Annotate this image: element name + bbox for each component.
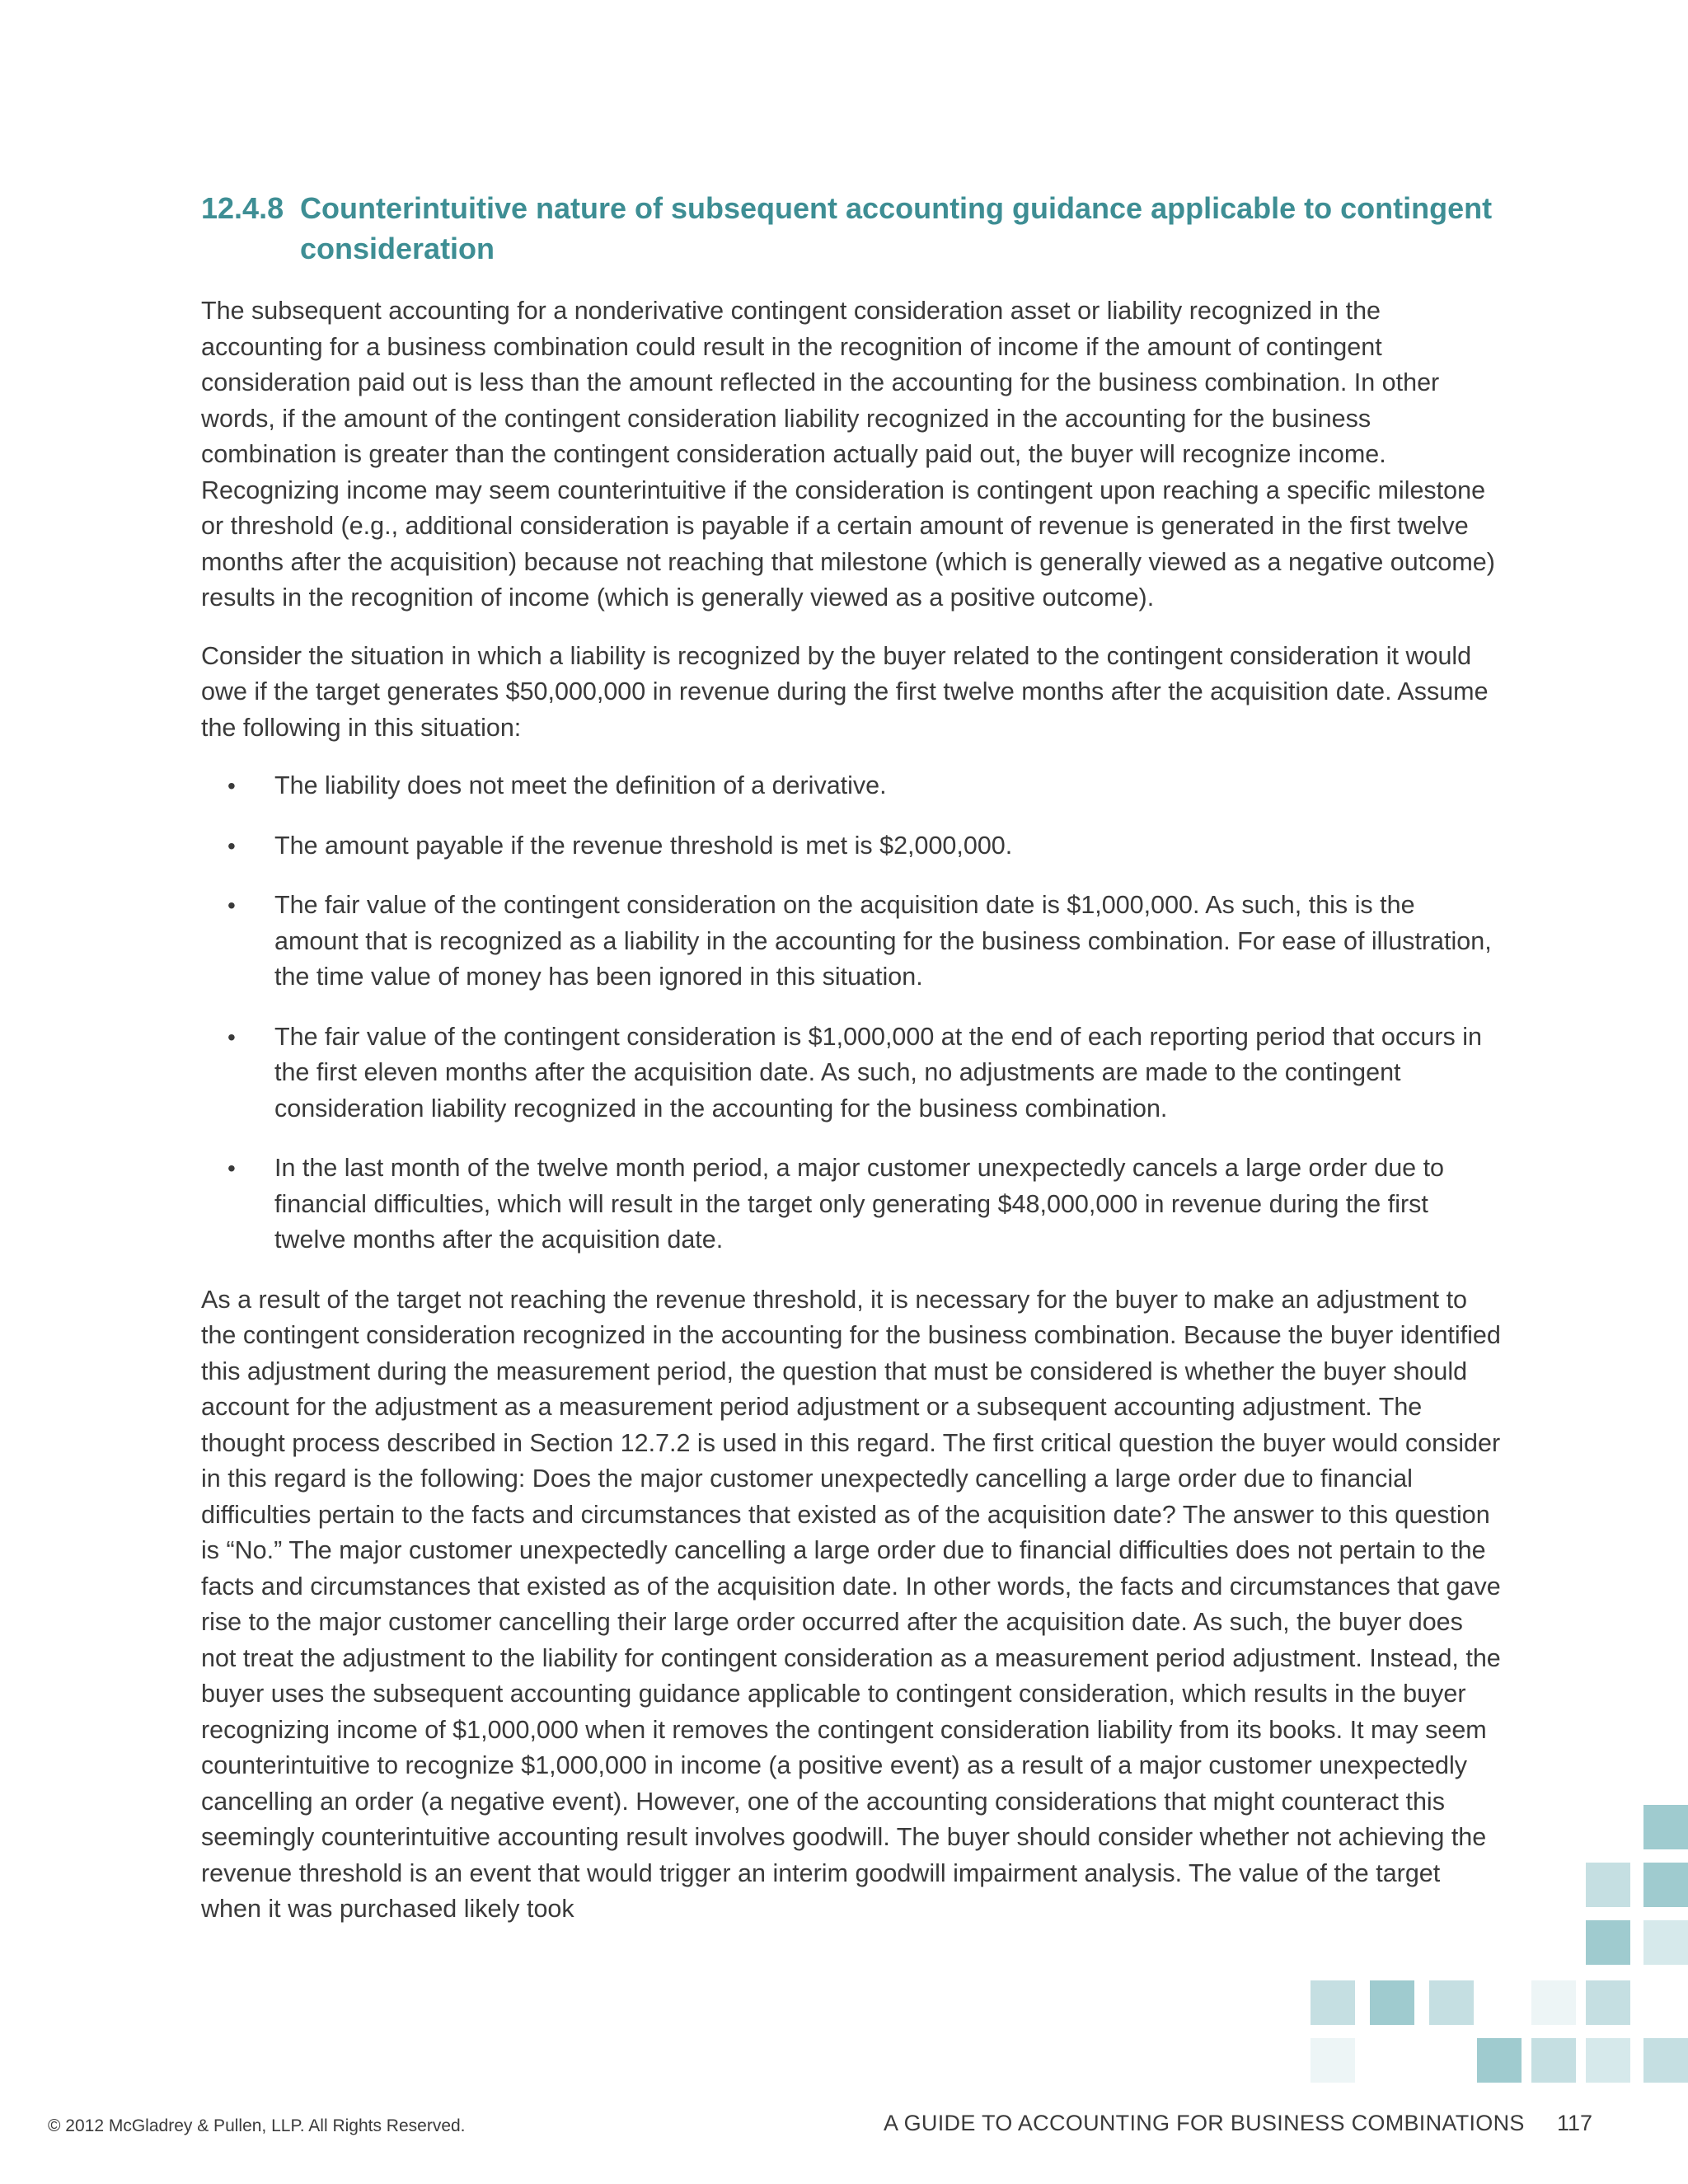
- list-item-text: The fair value of the contingent consideration is $1,000,000 at the end of each reporting period that occurs in the first eleven months after the acquisition date. As such, no adjustments are made to the contingent consideration liability recognized in the accounting for the business combination.: [274, 1022, 1482, 1122]
- deco-square: [1586, 1920, 1630, 1965]
- list-item: [201, 888, 1503, 996]
- deco-square: [1586, 2038, 1630, 2083]
- bullet-icon: •: [227, 773, 236, 799]
- list-item: [201, 1151, 1503, 1258]
- section-heading: [201, 188, 1503, 269]
- body-paragraph: As a result of the target not reaching the revenue threshold, it is necessary for the buyer to make an adjustment to the contingent consideration recognized in the accounting for the business combination. Because the buyer identified this adjustment during the measurement period, the question that must be considered is whether the buyer should account for the adjustment as a measurement period adjustment or a subsequent accounting adjustment. The thought process described in Section 12.7.2 is used in this regard. The first critical question the buyer would consider in this regard is the following: Does the major customer unexpectedly cancelling a large order due to financial difficulties pertain to the facts and circumstances that existed as of the acquisition date? The answer to this question is “No.” The major customer unexpectedly cancelling a large order due to financial difficulties does not pertain to the facts and circumstances that existed as of the acquisition date. In other words, the facts and circumstances that gave rise to the major customer cancelling their large order occurred after the acquisition date. As such, the buyer does not treat the adjustment to the liability for contingent consideration as a measurement period adjustment. Instead, the buyer uses the subsequent accounting guidance applicable to contingent consideration, which results in the buyer recognizing income of $1,000,000 when it removes the contingent consideration liability from its books. It may seem counterintuitive to recognize $1,000,000 in income (a positive event) as a result of a major customer unexpectedly cancelling an order (a negative event). However, one of the accounting considerations that might counteract this seemingly counterintuitive accounting result involves goodwill. The buyer should consider whether not achieving the revenue threshold is an event that would trigger an interim goodwill impairment analysis. The value of the target when it was purchased likely took: [201, 1285, 1501, 1923]
- deco-square: [1531, 1980, 1576, 2025]
- list-item-text: The amount payable if the revenue threshold is met is $2,000,000.: [274, 831, 1013, 860]
- list-item: [201, 1019, 1503, 1127]
- section-number: 12.4.8: [201, 191, 284, 225]
- deco-square: [1643, 1805, 1688, 1849]
- page-number: 117: [1557, 2111, 1593, 2135]
- bullet-icon: •: [227, 1155, 236, 1181]
- list-item-text: The liability does not meet the definition of a derivative.: [274, 771, 887, 799]
- deco-square: [1370, 1980, 1414, 2025]
- bullet-icon: •: [227, 893, 236, 918]
- guide-title: A GUIDE TO ACCOUNTING FOR BUSINESS COMBINATIONS: [884, 2111, 1525, 2135]
- page-content: [201, 188, 1503, 1950]
- deco-square: [1586, 1863, 1630, 1907]
- list-item-text: The fair value of the contingent consideration on the acquisition date is $1,000,000. As such, this is the amount that is recognized as a liability in the accounting for the business combination. For ease of illustration, the time value of money has been ignored in this situation.: [274, 891, 1492, 991]
- deco-square: [1643, 1863, 1688, 1907]
- deco-square: [1429, 1980, 1474, 2025]
- deco-square: [1531, 2038, 1576, 2083]
- deco-square: [1586, 1980, 1630, 2025]
- deco-square: [1477, 2038, 1522, 2083]
- deco-square: [1643, 2038, 1688, 2083]
- deco-square: [1643, 1920, 1688, 1965]
- assumptions-list: [201, 768, 1503, 1258]
- section-title: Counterintuitive nature of subsequent accounting guidance applicable to contingent consideration: [300, 191, 1493, 265]
- list-item: [201, 768, 1503, 804]
- bullet-icon: •: [227, 832, 236, 859]
- list-item: [201, 828, 1503, 865]
- copyright-notice: © 2012 McGladrey & Pullen, LLP. All Rights Reserved.: [48, 2116, 466, 2135]
- body-paragraph: The subsequent accounting for a nonderivative contingent consideration asset or liability recognized in the accounting for a business combination could result in the recognition of income if the amount of contingent consideration paid out is less than the amount reflected in the accounting for the business combination. In other words, if the amount of the contingent consideration liability recognized in the accounting for the business combination is greater than the contingent consideration actually paid out, the buyer will recognize income. Recognizing income may seem counterintuitive if the consideration is contingent upon reaching a specific milestone or threshold (e.g., additional consideration is payable if a certain amount of revenue is generated in the first twelve months after the acquisition) because not reaching that milestone (which is generally viewed as a negative outcome) results in the recognition of income (which is generally viewed as a positive outcome).: [201, 297, 1495, 612]
- deco-square: [1311, 2038, 1355, 2083]
- list-item-text: In the last month of the twelve month period, a major customer unexpectedly cancels a large order due to financial difficulties, which will result in the target only generating $48,000,000 in revenue during the first twelve months after the acquisition date.: [274, 1154, 1445, 1254]
- body-paragraph: Consider the situation in which a liability is recognized by the buyer related to the contingent consideration it would owe if the target generates $50,000,000 in revenue during the first twelve months after the acquisition date. Assume the following in this situation:: [201, 641, 1489, 742]
- deco-square: [1311, 1980, 1355, 2025]
- bullet-icon: •: [227, 1024, 236, 1050]
